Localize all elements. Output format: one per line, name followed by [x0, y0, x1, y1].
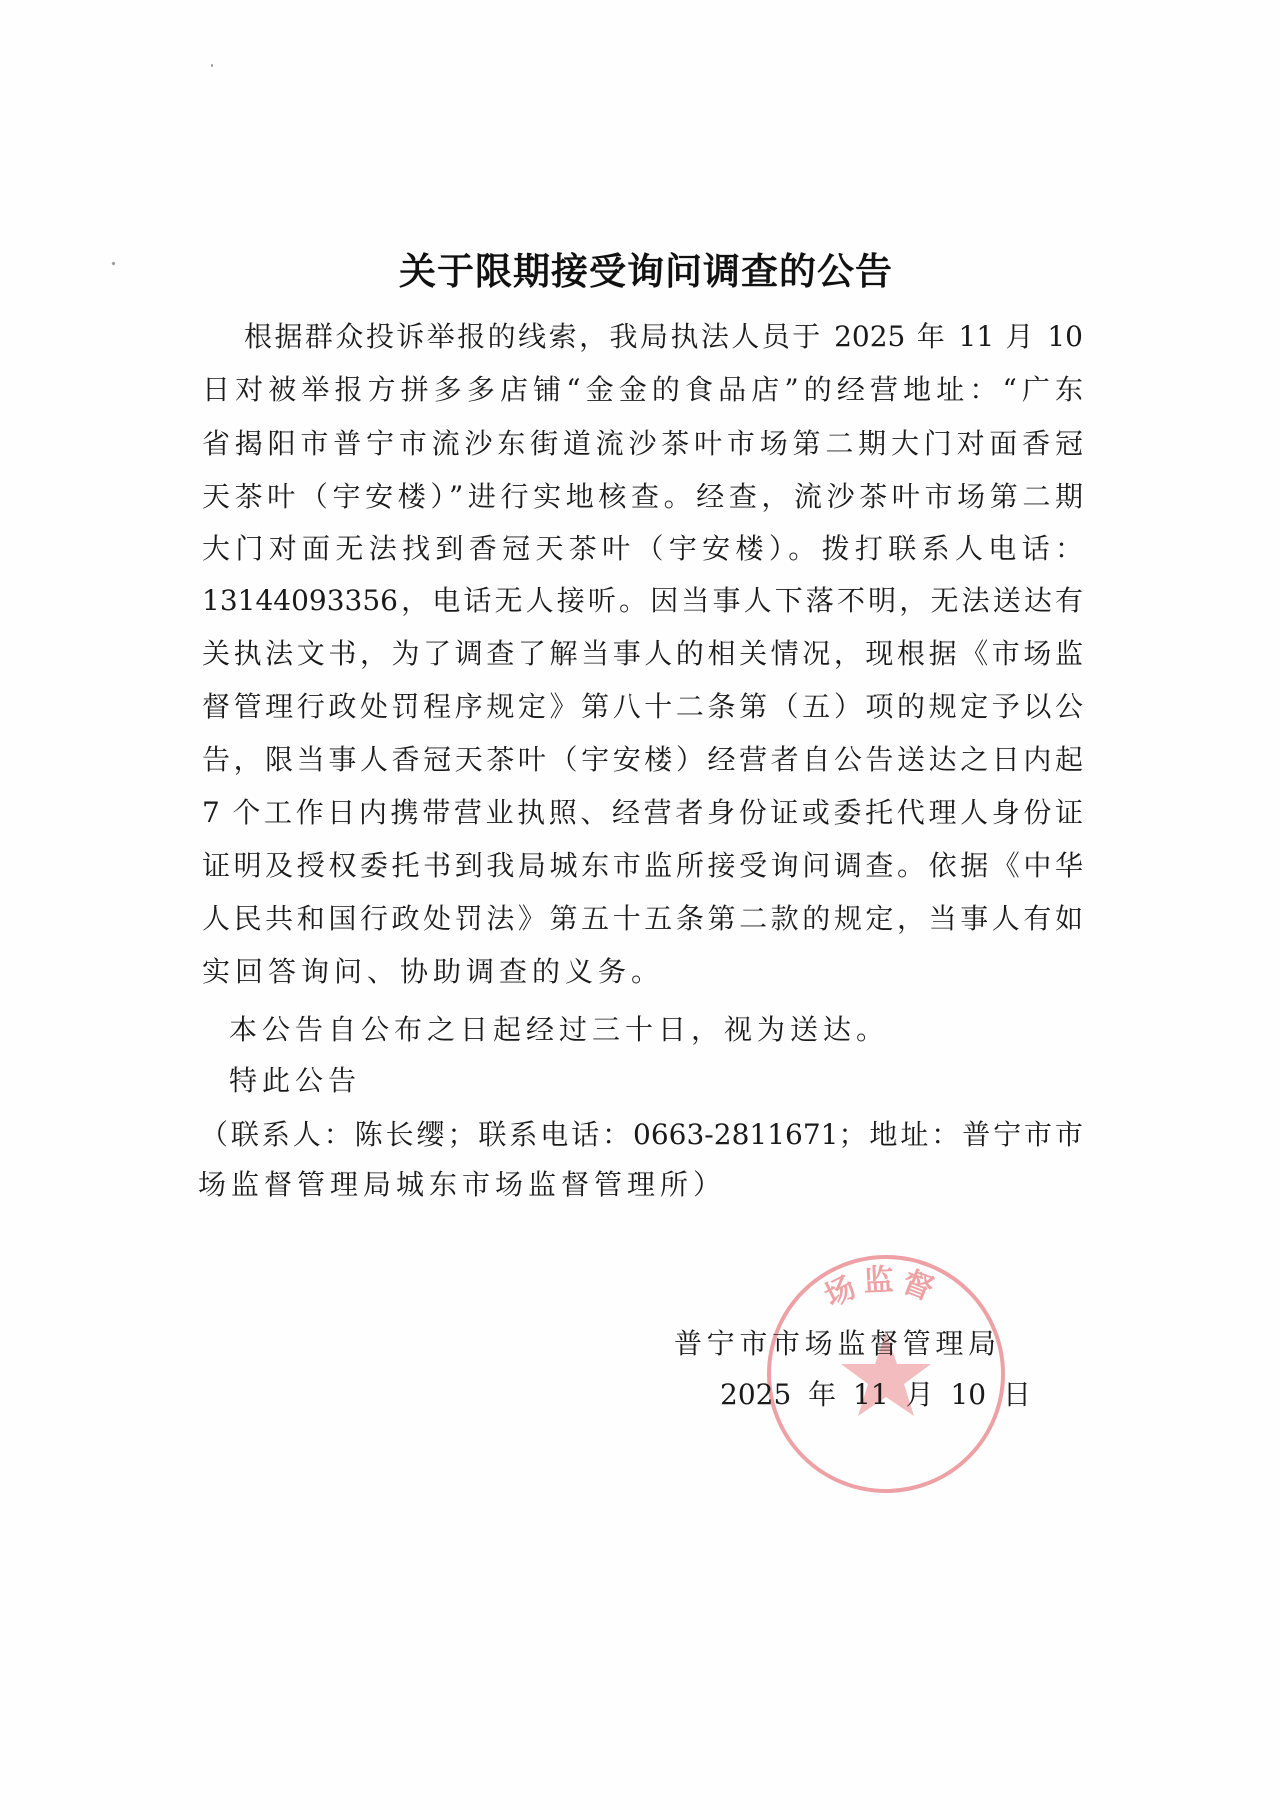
issue-date: 2025 年 11 月 10 日 [720, 1378, 1032, 1411]
body-line: 根据群众投诉举报的线索，我局执法人员于 2025 年 11 月 10 [244, 320, 1083, 353]
contact-line: 场监督管理局城东市场监督管理所） [198, 1168, 727, 1201]
body-line: 督管理行政处罚程序规定》第八十二条第（五）项的规定予以公 [202, 690, 1083, 723]
body-line: 证明及授权委托书到我局城东市监所接受询问调查。依据《中华 [202, 849, 1083, 882]
body-line: 7 个工作日内携带营业执照、经营者身份证或委托代理人身份证 [202, 796, 1083, 829]
body-line: 13144093356，电话无人接听。因当事人下落不明，无法送达有 [202, 584, 1083, 617]
contact-line: （联系人：陈长缨；联系电话：0663-2811671；地址：普宁市市 [200, 1118, 1083, 1151]
body-line: 人民共和国行政处罚法》第五十五条第二款的规定，当事人有如 [202, 902, 1083, 935]
body-line: 天茶叶（宇安楼）”进行实地核查。经查，流沙茶叶市场第二期 [202, 480, 1083, 513]
body-line: 大门对面无法找到香冠天茶叶（宇安楼）。拨打联系人电话： [202, 532, 1083, 565]
body-line: 关执法文书，为了调查了解当事人的相关情况，现根据《市场监 [202, 637, 1083, 670]
notice-title: 关于限期接受询问调查的公告 [399, 250, 893, 293]
official-seal-stamp [764, 1252, 1008, 1496]
closing-text: 特此公告 [229, 1064, 362, 1097]
body-line: 告，限当事人香冠天茶叶（宇安楼）经营者自公告送达之日内起 [202, 743, 1083, 776]
scan-speck [111, 261, 115, 265]
body-line: 实回答询问、协助调查的义务。 [202, 955, 665, 988]
body-line: 日对被举报方拼多多店铺“金金的食品店”的经营地址：“广东 [202, 373, 1083, 406]
service-notice: 本公告自公布之日起经过三十日，视为送达。 [229, 1013, 890, 1046]
body-line: 省揭阳市普宁市流沙东街道流沙茶叶市场第二期大门对面香冠 [202, 427, 1083, 460]
scan-speck [211, 64, 213, 67]
issuer-signature: 普宁市市场监督管理局 [674, 1327, 996, 1360]
stamp-arc-text: 场监督 [819, 1262, 944, 1315]
